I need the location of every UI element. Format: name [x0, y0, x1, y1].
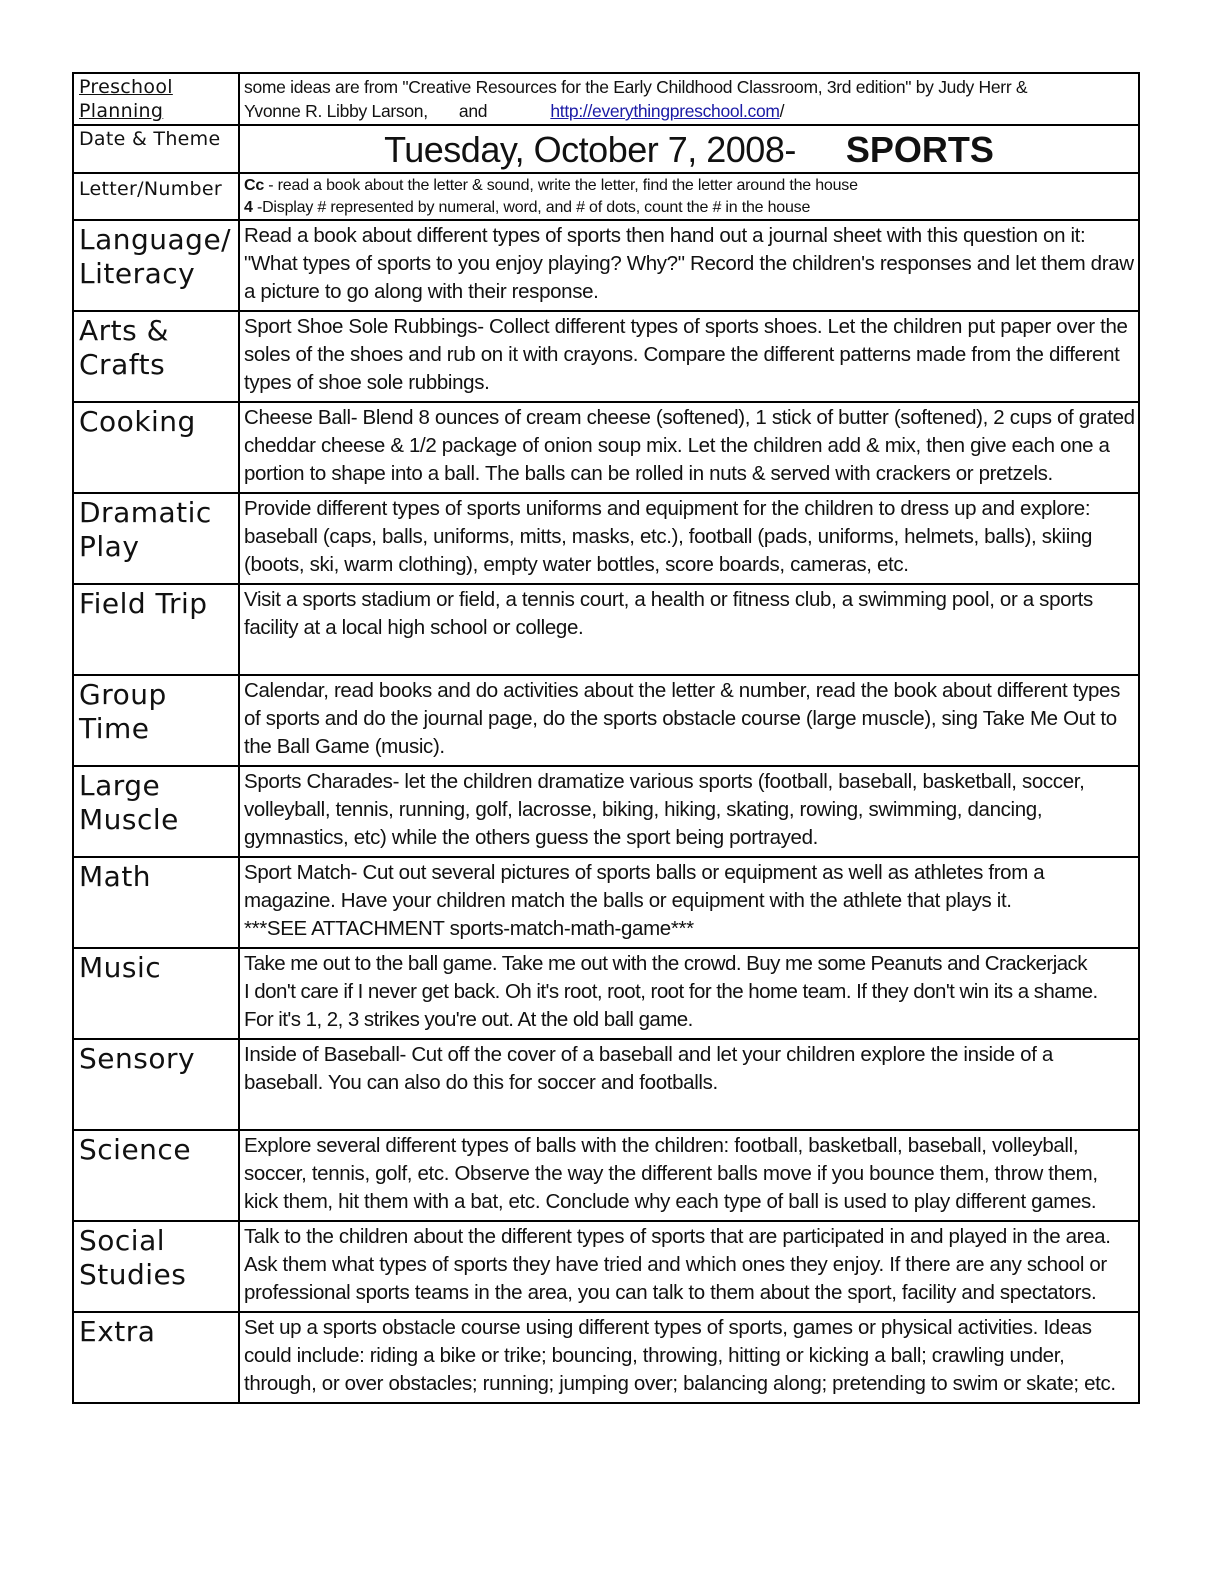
- date-theme-row: [73, 125, 1139, 173]
- activity-row: [73, 1221, 1139, 1312]
- activity-label-cell: [73, 1221, 239, 1312]
- header-label-cell: [73, 73, 239, 125]
- activity-label: [74, 1131, 238, 1167]
- activity-text-cell: [239, 311, 1139, 402]
- activity-label: [74, 1222, 238, 1292]
- activity-label-cell: [73, 1130, 239, 1221]
- activity-text: Sports Charades- let the children dramatize various sports (football, baseball, basketball, soccer, volleyball, tennis, running, golf, lacrosse, biking, hiking, skating, rowing, swimming, dancing, gymnastics, etc) while the others guess the sport being portrayed.: [244, 770, 1085, 849]
- activity-label-cell: [73, 220, 239, 311]
- activity-label: [74, 767, 238, 837]
- activity-text-cell: [239, 1130, 1139, 1221]
- activity-text-cell: [239, 220, 1139, 311]
- activity-label: [74, 585, 238, 621]
- activity-label: [74, 1313, 238, 1349]
- activity-row: [73, 493, 1139, 584]
- activity-text: Provide different types of sports uniforms and equipment for the children to dress up and explore: baseball (caps, balls, uniforms, mitts, masks, etc.), football (pads, uniforms, helmets, balls), skiing (boots, ski, warm clothing), empty water bottles, score boards, cameras, etc.: [244, 497, 1093, 576]
- label-line-2: Literacy: [79, 257, 196, 290]
- activity-label: [74, 949, 238, 985]
- activity-label: [74, 676, 238, 746]
- activity-label-cell: [73, 1312, 239, 1403]
- activity-label: [74, 221, 238, 291]
- activity-text-cell: [239, 1221, 1139, 1312]
- label-line-2: Play: [79, 530, 140, 563]
- activity-text-cell: [239, 675, 1139, 766]
- letter-number-cell: [239, 173, 1139, 220]
- activity-text: Read a book about different types of sports then hand out a journal sheet with this question on it: "What types of sports to you enjoy playing? Why?" Record the children's responses and let them draw a picture to go along with their response.: [244, 224, 1134, 303]
- activity-text-cell: [239, 493, 1139, 584]
- activity-text: Cheese Ball- Blend 8 ounces of cream cheese (softened), 1 stick of butter (softened), 2 cups of grated cheddar cheese & 1/2 package of onion soup mix. Let the children add & mix, then give each one a portion to shape into a ball. The balls can be rolled in nuts & served with crackers or pretzels.: [244, 406, 1135, 485]
- preschool-planning-label: [74, 74, 238, 123]
- activity-text-cell: [239, 857, 1139, 948]
- attachment-note: ***SEE ATTACHMENT sports-match-math-game***: [244, 917, 694, 940]
- source-cell: [239, 73, 1139, 125]
- activity-label-cell: [73, 402, 239, 493]
- activity-label-cell: [73, 766, 239, 857]
- activity-text: Sport Shoe Sole Rubbings- Collect different types of sports shoes. Let the children put paper over the soles of the shoes and rub on it with crayons. Compare the different patterns made from the different types of shoe sole rubbings.: [244, 315, 1128, 394]
- activity-text-cell: [239, 402, 1139, 493]
- letter-key: Cc: [244, 177, 265, 194]
- activity-label-cell: [73, 857, 239, 948]
- number-key: 4: [244, 199, 253, 216]
- label-line-2: Studies: [79, 1258, 187, 1291]
- label-line-1: Language/: [79, 223, 232, 256]
- label-line-1: Social: [79, 1224, 166, 1257]
- activity-label-cell: [73, 948, 239, 1039]
- activity-text: Visit a sports stadium or field, a tennis court, a health or fitness club, a swimming pool, or a sports facility at a local high school or college.: [244, 588, 1093, 639]
- planning-table: [72, 72, 1140, 1404]
- activity-text: [240, 858, 1138, 943]
- source-and: and: [458, 101, 488, 121]
- label-line-1: Science: [79, 1133, 192, 1166]
- activity-text-cell: [239, 766, 1139, 857]
- label-line-2: Muscle: [79, 803, 179, 836]
- activity-row: [73, 857, 1139, 948]
- activity-text: Inside of Baseball- Cut off the cover of a baseball and let your children explore the inside of a baseball. You can also do this for soccer and footballs.: [244, 1043, 1053, 1094]
- label-line-1: Arts &: [79, 314, 169, 347]
- activity-label-cell: [73, 675, 239, 766]
- activity-row: [73, 766, 1139, 857]
- activity-label: [74, 858, 238, 894]
- date-text: Tuesday, October 7, 2008-: [384, 129, 796, 170]
- activity-row: [73, 1312, 1139, 1403]
- letter-number-row: [73, 173, 1139, 220]
- activity-row: [73, 1130, 1139, 1221]
- label-line-1: Dramatic: [79, 496, 212, 529]
- label-line-1: Preschool: [79, 76, 173, 98]
- lyric-line-3: For it's 1, 2, 3 strikes you're out. At the old ball game.: [244, 1008, 693, 1031]
- activity-row: [73, 584, 1139, 675]
- label-line-1: Cooking: [79, 405, 196, 438]
- letter-text: - read a book about the letter & sound, write the letter, find the letter around the house: [264, 177, 858, 194]
- source-text: [240, 74, 1138, 123]
- activity-label: [74, 494, 238, 564]
- activity-label: [74, 312, 238, 382]
- date-theme-label: Date & Theme: [79, 128, 221, 150]
- lyric-line-1: Take me out to the ball game. Take me out with the crowd. Buy me some Peanuts and Crackerjack: [244, 952, 1087, 975]
- activity-text: Talk to the children about the different types of sports that are participated in and played in the area. Ask them what types of sports they have tried and which ones they enjoy. If there are any school or professional sports teams in the area, you can talk to them about the sport, facility and spectators.: [244, 1225, 1111, 1304]
- activity-text-main: Sport Match- Cut out several pictures of sports balls or equipment as well as athletes from a magazine. Have your children match the balls or equipment with the athlete that plays it.: [244, 861, 1045, 912]
- letter-number-text: [240, 174, 1138, 219]
- label-line-1: Extra: [79, 1315, 156, 1348]
- label-line-1: Music: [79, 951, 162, 984]
- activity-label: [74, 403, 238, 439]
- activity-label-cell: [73, 1039, 239, 1130]
- source-line-1: some ideas are from "Creative Resources for the Early Childhood Classroom, 3rd edition" by Judy Herr &: [244, 77, 1028, 97]
- source-link[interactable]: http://everythingpreschool.com: [550, 101, 780, 121]
- theme-text: SPORTS: [845, 129, 994, 170]
- header-row: [73, 73, 1139, 125]
- activity-text: [240, 949, 1138, 1034]
- label-line-1: Sensory: [79, 1042, 196, 1075]
- activity-text-cell: [239, 948, 1139, 1039]
- source-line-2: Yvonne R. Libby Larson,: [244, 101, 428, 121]
- label-line-1: Field Trip: [79, 587, 208, 620]
- activity-row: [73, 948, 1139, 1039]
- number-text: -Display # represented by numeral, word, and # of dots, count the # in the house: [252, 199, 811, 216]
- date-theme-content: [240, 126, 1138, 172]
- activity-text-cell: [239, 584, 1139, 675]
- activity-text: Calendar, read books and do activities about the letter & number, read the book about different types of sports and do the journal page, do the sports obstacle course (large muscle), sing Take Me Out to the Ball Game (music).: [244, 679, 1120, 758]
- source-link-suffix: /: [779, 101, 785, 121]
- activity-label-cell: [73, 584, 239, 675]
- date-theme-label-cell: [73, 125, 239, 173]
- label-line-2: Crafts: [79, 348, 166, 381]
- lyric-line-2: I don't care if I never get back. Oh it's root, root, root for the home team. If they don't win its a shame.: [244, 980, 1098, 1003]
- activity-row: [73, 1039, 1139, 1130]
- activity-row: [73, 311, 1139, 402]
- label-line-2: Time: [79, 712, 150, 745]
- activity-row: [73, 220, 1139, 311]
- activity-row: [73, 675, 1139, 766]
- letter-number-label: Letter/Number: [79, 178, 222, 200]
- label-line-1: Math: [79, 860, 152, 893]
- activity-text: Set up a sports obstacle course using different types of sports, games or physical activities. Ideas could include: riding a bike or trike; bouncing, throwing, hitting or kicking a ball; crawling under, through, or over obstacles; running; jumping over; balancing along; pretending to swim or skate; etc.: [244, 1316, 1116, 1395]
- activity-text-cell: [239, 1312, 1139, 1403]
- activity-label-cell: [73, 311, 239, 402]
- activity-text: Explore several different types of balls with the children: football, basketball, baseball, volleyball, soccer, tennis, golf, etc. Observe the way the different balls move if you bounce them, throw them, kick them, hit them with a bat, etc. Conclude why each type of ball is used to play different games.: [244, 1134, 1098, 1213]
- label-line-1: Group: [79, 678, 167, 711]
- activity-label-cell: [73, 493, 239, 584]
- activity-text-cell: [239, 1039, 1139, 1130]
- label-line-1: Large: [79, 769, 161, 802]
- activity-row: [73, 402, 1139, 493]
- date-theme-cell: [239, 125, 1139, 173]
- label-line-2: Planning: [79, 100, 164, 122]
- letter-number-label-cell: [73, 173, 239, 220]
- activity-label: [74, 1040, 238, 1076]
